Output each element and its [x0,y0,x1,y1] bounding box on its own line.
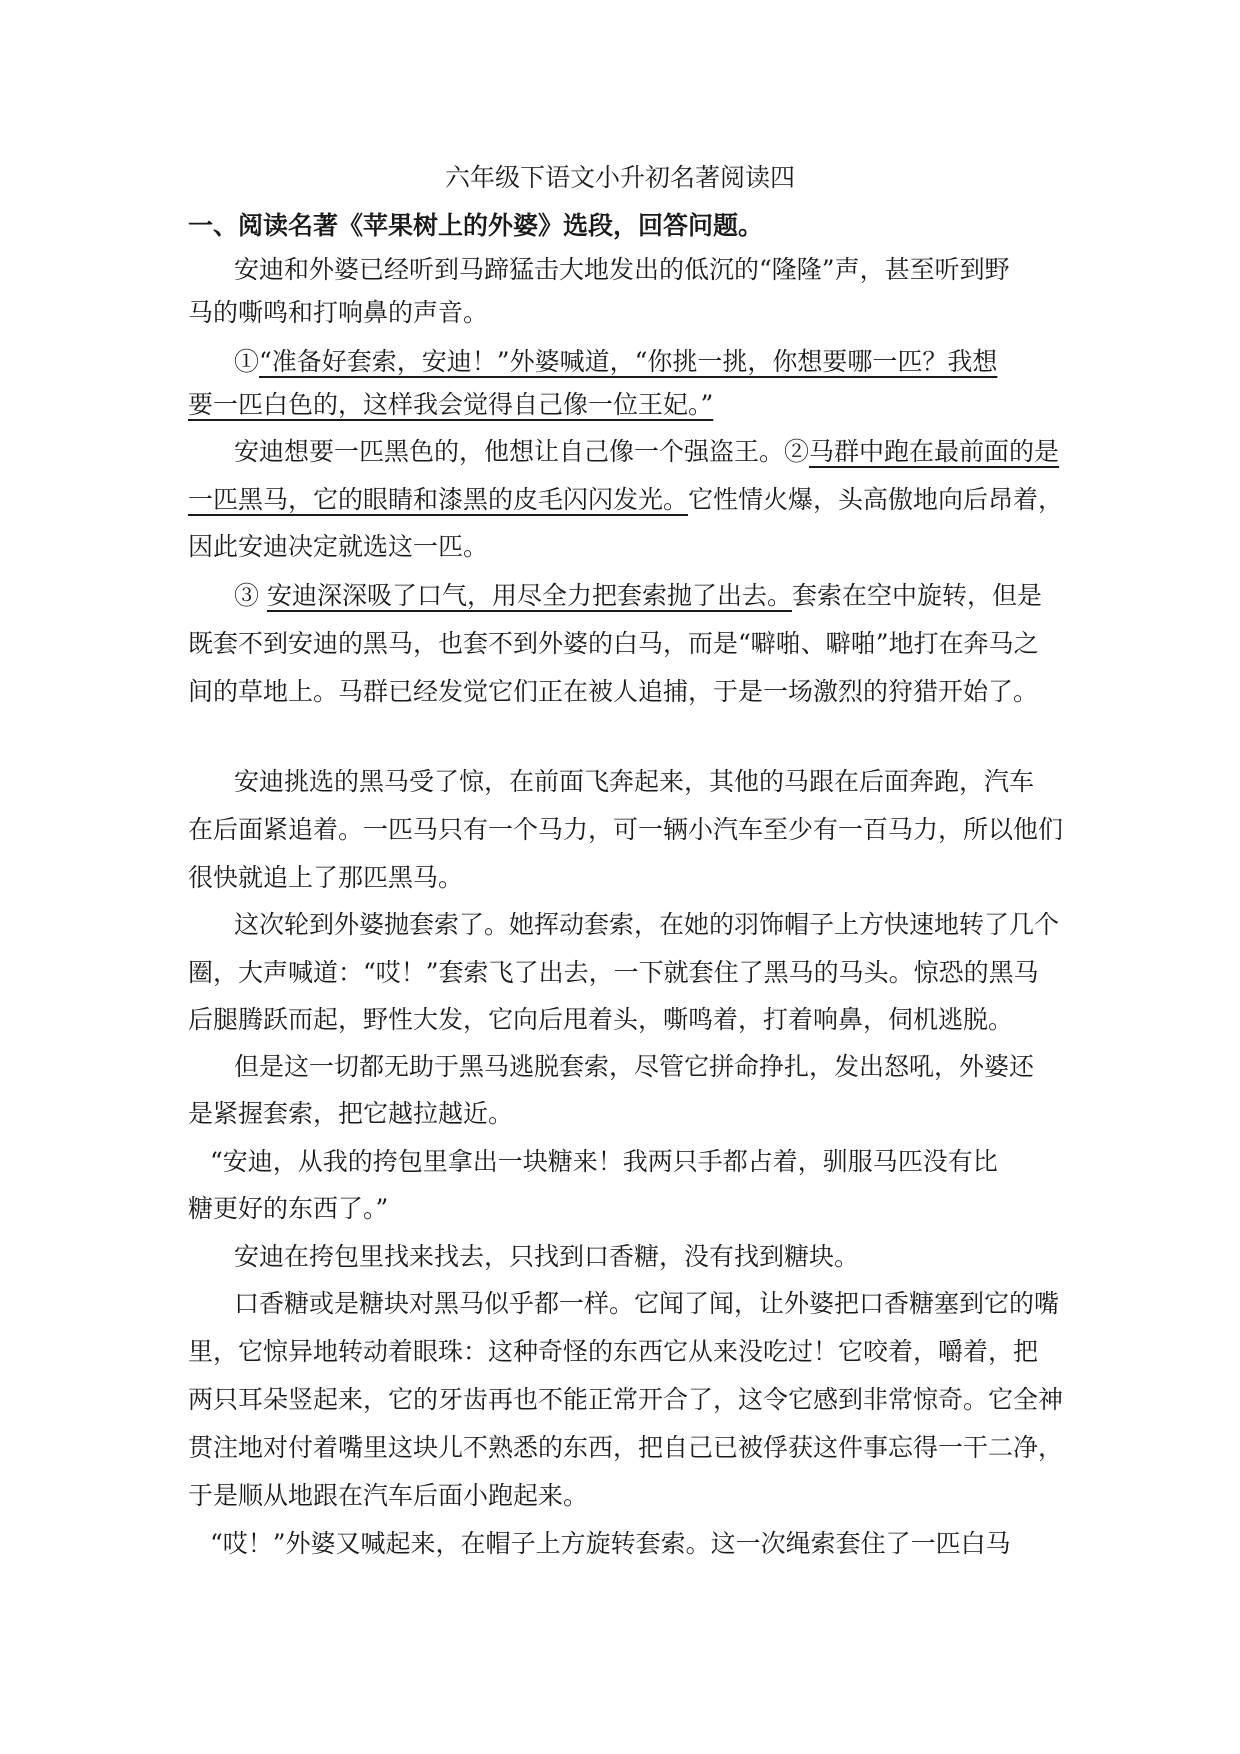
text-line: 这次轮到外婆抛套索了。她挥动套索，在她的羽饰帽子上方快速地转了几个 [234,910,1060,939]
text-line: 口香糖或是糖块对黑马似乎都一样。它闻了闻，让外婆把口香糖塞到它的嘴 [234,1289,1060,1318]
document-title: 六年级下语文小升初名著阅读四 [444,163,795,192]
text-line: 在后面紧追着。一匹马只有一个马力，可一辆小汽车至少有一百马力，所以他们 [188,815,1064,844]
text-line: 里，它惊异地转动着眼珠：这种奇怪的东西它从来没吃过！它咬着，嚼着，把 [188,1337,1039,1366]
text-line: 既套不到安迪的黑马，也套不到外婆的白马，而是“噼啪、噼啪”地打在奔马之 [188,629,1039,658]
section-heading: 一、阅读名著《苹果树上的外婆》选段，回答问题。 [188,211,764,240]
text-line: 于是顺从地跟在汽车后面小跑起来。 [188,1481,589,1510]
text-line: 一匹黑马，它的眼睛和漆黑的皮毛闪闪发光。它性情火爆，头高傲地向后昂着， [188,485,1064,514]
text-line: 因此安迪决定就选这一匹。 [188,532,489,561]
text-line: 糖更好的东西了。” [188,1194,389,1223]
text-line: 圈，大声喊道：“哎！”套索飞了出去，一下就套住了黑马的马头。惊恐的黑马 [188,958,1039,987]
text-line: 后腿腾跃而起，野性大发，它向后甩着头，嘶鸣着，打着响鼻，伺机逃脱。 [188,1005,1014,1034]
underlined-sentence: 马群中跑在最前面的是 [809,437,1060,466]
sentence-marker: ① [234,347,260,376]
text-line: 安迪挑选的黑马受了惊，在前面飞奔起来，其他的马跟在后面奔跑，汽车 [234,767,1035,796]
text-line: 但是这一切都无助于黑马逃脱套索，尽管它拼命挣扎，发出怒吼，外婆还 [234,1052,1035,1081]
underlined-sentence: “准备好套索，安迪！”外婆喊道，“你挑一挑，你想要哪一匹？我想 [259,347,998,376]
text-line: 安迪想要一匹黑色的，他想让自己像一个强盗王。②马群中跑在最前面的是 [234,437,1060,466]
sentence-marker: ③ [234,581,267,610]
text-line [188,385,1058,425]
underlined-sentence: 安迪深深吸了口气，用尽全力把套索抛了出去。 [266,581,792,610]
underlined-sentence: 要一匹白色的，这样我会觉得自己像一位王妃。” [188,390,714,419]
text-line: 马的嘶鸣和打响鼻的声音。 [188,298,489,327]
text-line: 两只耳朵竖起来，它的牙齿再也不能正常开合了，这令它感到非常惊奇。它全神 [188,1385,1064,1414]
text-line: “安迪，从我的挎包里拿出一块糖来！我两只手都占着，驯服马匹没有比 [210,1147,998,1176]
text-line [188,342,1104,382]
text-line: 贯注地对付着嘴里这块儿不熟悉的东西，把自己已被俘获这件事忘得一干二净， [188,1433,1064,1462]
text-line: “哎！”外婆又喊起来，在帽子上方旋转套索。这一次绳索套住了一匹白马 [210,1529,1011,1558]
text-line: 安迪在挎包里找来找去，只找到口香糖，没有找到糖块。 [234,1242,860,1271]
text-line: ③ 安迪深深吸了口气，用尽全力把套索抛了出去。套索在空中旋转，但是 [234,581,1042,610]
text-line: 间的草地上。马群已经发觉它们正在被人追捕，于是一场激烈的狩猎开始了。 [188,677,1039,706]
text-line: 很快就追上了那匹黑马。 [188,863,464,892]
text-line: 安迪和外婆已经听到马蹄猛击大地发出的低沉的“隆隆”声，甚至听到野 [234,255,1010,284]
underlined-sentence: 一匹黑马，它的眼睛和漆黑的皮毛闪闪发光。 [188,485,689,514]
text-line: 是紧握套索，把它越拉越近。 [188,1099,514,1128]
